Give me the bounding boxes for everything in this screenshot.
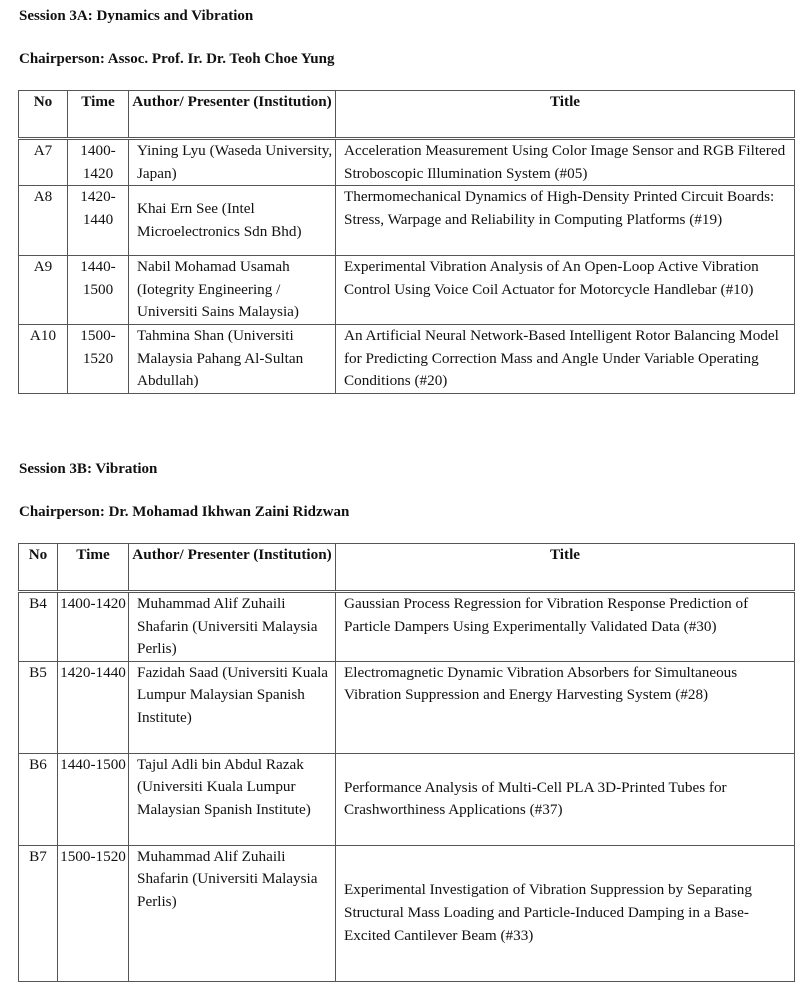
row-title: Electromagnetic Dynamic Vibration Absorbers for Simultaneous Vibration Suppression and Energy Harvesting System (#28) <box>336 661 795 753</box>
row-no: B5 <box>19 661 58 753</box>
row-title: An Artificial Neural Network-Based Intelligent Rotor Balancing Model for Predicting Correction Mass and Angle Under Variable Operating Conditions (#20) <box>336 325 795 394</box>
row-no: A7 <box>19 139 68 186</box>
row-author: Muhammad Alif Zuhaili Shafarin (Universiti Malaysia Perlis) <box>129 845 336 981</box>
table-row <box>19 256 795 325</box>
header-no: No <box>19 544 58 592</box>
header-author: Author/ Presenter (Institution) <box>129 91 336 139</box>
table-row <box>19 139 795 186</box>
session-3b-chairperson: Chairperson: Dr. Mohamad Ikhwan Zaini Ridzwan <box>19 504 350 520</box>
row-time: 1500-1520 <box>68 325 129 394</box>
row-time: 1400-1420 <box>58 592 129 662</box>
row-time: 1420-1440 <box>68 186 129 256</box>
row-time: 1440-1500 <box>68 256 129 325</box>
row-author: Fazidah Saad (Universiti Kuala Lumpur Malaysian Spanish Institute) <box>129 661 336 753</box>
table-row <box>19 661 795 753</box>
session-3b-heading: Session 3B: Vibration <box>19 461 158 477</box>
row-author: Muhammad Alif Zuhaili Shafarin (Universiti Malaysia Perlis) <box>129 592 336 662</box>
header-time: Time <box>58 544 129 592</box>
row-no: A8 <box>19 186 68 256</box>
row-title: Acceleration Measurement Using Color Image Sensor and RGB Filtered Stroboscopic Illumination System (#05) <box>336 139 795 186</box>
row-time: 1500-1520 <box>58 845 129 981</box>
header-title: Title <box>336 544 795 592</box>
session-3a-chairperson: Chairperson: Assoc. Prof. Ir. Dr. Teoh Choe Yung <box>19 51 335 67</box>
table-header-row <box>19 544 795 592</box>
session-3b-table <box>18 543 795 982</box>
table-header-row <box>19 91 795 139</box>
header-author: Author/ Presenter (Institution) <box>129 544 336 592</box>
row-author: Nabil Mohamad Usamah (Iotegrity Engineering / Universiti Sains Malaysia) <box>129 256 336 325</box>
row-author: Tahmina Shan (Universiti Malaysia Pahang Al-Sultan Abdullah) <box>129 325 336 394</box>
row-no: A9 <box>19 256 68 325</box>
row-no: A10 <box>19 325 68 394</box>
row-no: B4 <box>19 592 58 662</box>
row-time: 1440-1500 <box>58 753 129 845</box>
session-3a-table <box>18 90 795 394</box>
header-no: No <box>19 91 68 139</box>
table-row <box>19 753 795 845</box>
row-title: Gaussian Process Regression for Vibration Response Prediction of Particle Dampers Using Experimentally Validated Data (#30) <box>336 592 795 662</box>
row-title: Performance Analysis of Multi-Cell PLA 3D-Printed Tubes for Crashworthiness Applications (#37) <box>336 753 795 845</box>
header-title: Title <box>336 91 795 139</box>
table-row <box>19 592 795 662</box>
row-title: Experimental Investigation of Vibration Suppression by Separating Structural Mass Loading and Particle-Induced Damping in a Base-Excited Cantilever Beam (#33) <box>336 845 795 981</box>
row-no: B7 <box>19 845 58 981</box>
header-time: Time <box>68 91 129 139</box>
table-row <box>19 845 795 981</box>
row-author: Yining Lyu (Waseda University, Japan) <box>129 139 336 186</box>
row-no: B6 <box>19 753 58 845</box>
table-row <box>19 186 795 256</box>
row-author: Khai Ern See (Intel Microelectronics Sdn Bhd) <box>129 186 336 256</box>
row-time: 1400-1420 <box>68 139 129 186</box>
table-row <box>19 325 795 394</box>
row-title: Experimental Vibration Analysis of An Open-Loop Active Vibration Control Using Voice Coil Actuator for Motorcycle Handlebar (#10) <box>336 256 795 325</box>
row-author: Tajul Adli bin Abdul Razak (Universiti Kuala Lumpur Malaysian Spanish Institute) <box>129 753 336 845</box>
session-3a-heading: Session 3A: Dynamics and Vibration <box>19 8 254 24</box>
row-title: Thermomechanical Dynamics of High-Density Printed Circuit Boards: Stress, Warpage and Reliability in Computing Platforms (#19) <box>336 186 795 256</box>
row-time: 1420-1440 <box>58 661 129 753</box>
